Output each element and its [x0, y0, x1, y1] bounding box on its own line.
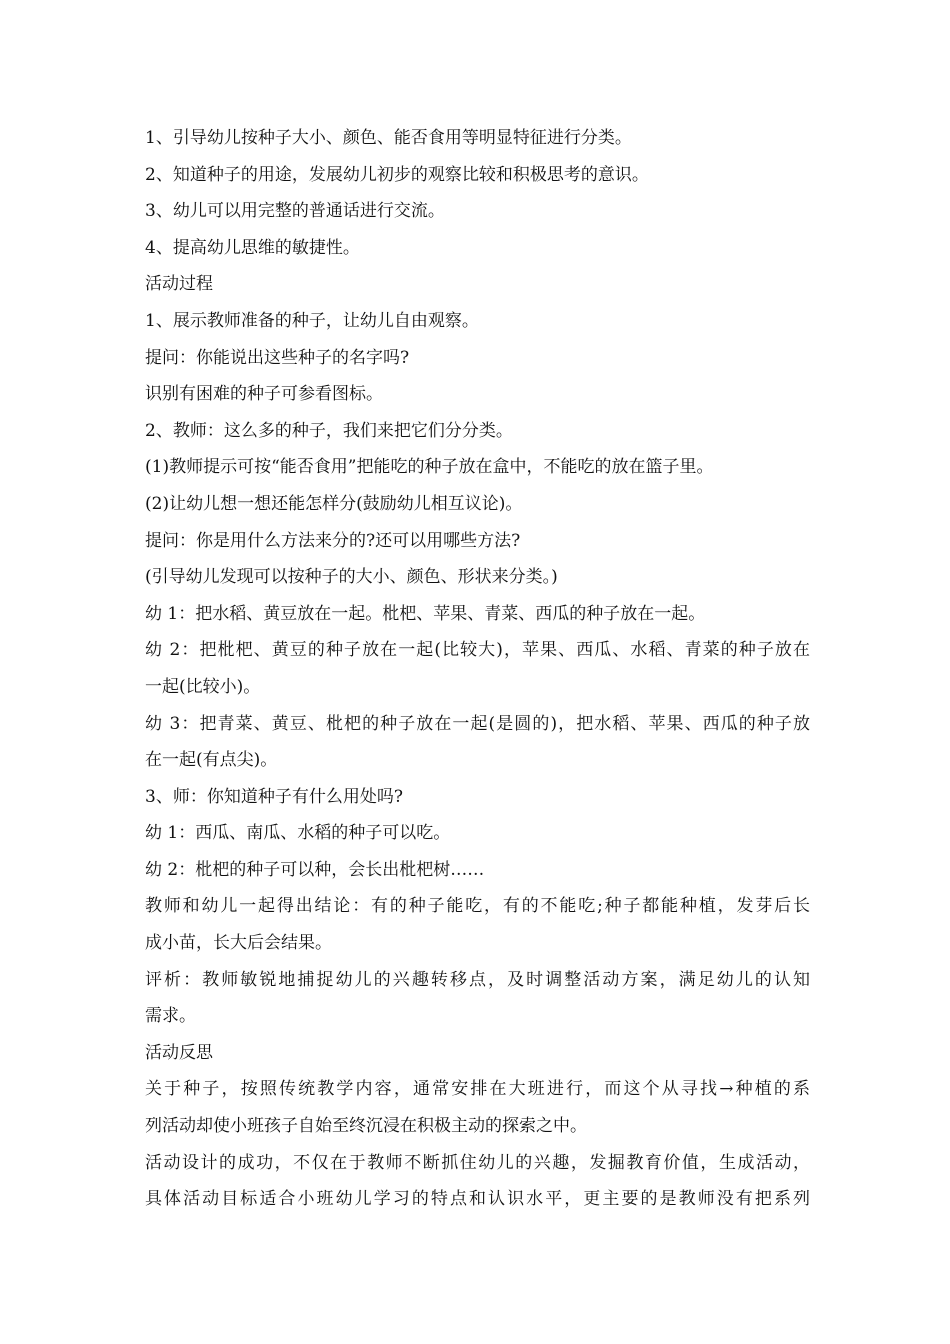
goal-line-4: 4、提高幼儿思维的敏捷性。 — [145, 237, 360, 258]
document-body — [145, 120, 810, 1218]
analysis-line-2: 需求。 — [145, 1006, 196, 1027]
process-step-1: 1、展示教师准备的种子，让幼儿自由观察。 — [145, 310, 479, 331]
goal-line-3: 3、幼儿可以用完整的普通话进行交流。 — [145, 201, 445, 222]
analysis-line-1: 评析：教师敏锐地捕捉幼儿的兴趣转移点，及时调整活动方案，满足幼儿的认知 — [145, 969, 810, 990]
process-step-3: 3、师：你知道种子有什么用处吗? — [145, 786, 403, 807]
child-answer-2-line-1: 幼 2：把枇杷、黄豆的种子放在一起(比较大)，苹果、西瓜、水稻、青菜的种子放在 — [145, 640, 810, 661]
goal-line-1: 1、引导幼儿按种子大小、颜色、能否食用等明显特征进行分类。 — [145, 128, 632, 148]
conclusion-line-2: 成小苗，长大后会结果。 — [145, 933, 332, 954]
process-substep-1: (1)教师提示可按“能否食用”把能吃的种子放在盒中，不能吃的放在篮子里。 — [145, 457, 714, 478]
child-answer-1: 幼 1：把水稻、黄豆放在一起。枇杷、苹果、青菜、西瓜的种子放在一起。 — [145, 603, 706, 624]
process-question-1: 提问：你能说出这些种子的名字吗? — [145, 347, 410, 368]
reflection-line-2: 列活动却使小班孩子自始至终沉浸在积极主动的探索之中。 — [145, 1116, 587, 1137]
section-heading-reflection: 活动反思 — [145, 1042, 213, 1063]
child-use-answer-1: 幼 1：西瓜、南瓜、水稻的种子可以吃。 — [145, 823, 451, 844]
conclusion-line-1: 教师和幼儿一起得出结论：有的种子能吃，有的不能吃;种子都能种植，发芽后长 — [145, 896, 810, 917]
child-answer-3-line-1: 幼 3：把青菜、黄豆、枇杷的种子放在一起(是圆的)，把水稻、苹果、西瓜的种子放 — [145, 713, 810, 734]
child-use-answer-2: 幼 2：枇杷的种子可以种，会长出枇杷树…… — [145, 859, 485, 880]
process-question-2: 提问：你是用什么方法来分的?还可以用哪些方法? — [145, 530, 521, 551]
process-note-1: 识别有困难的种子可参看图标。 — [145, 384, 383, 405]
reflection-line-4: 具体活动目标适合小班幼儿学习的特点和认识水平，更主要的是教师没有把系列 — [145, 1189, 810, 1210]
process-note-2: (引导幼儿发现可以按种子的大小、颜色、形状来分类。) — [145, 567, 558, 588]
goal-line-2: 2、知道种子的用途，发展幼儿初步的观察比较和积极思考的意识。 — [145, 164, 649, 185]
reflection-line-1: 关于种子，按照传统教学内容，通常安排在大班进行，而这个从寻找→种植的系 — [145, 1079, 810, 1100]
child-answer-3-line-2: 在一起(有点尖)。 — [145, 750, 278, 771]
section-heading-process: 活动过程 — [145, 274, 213, 295]
process-step-2: 2、教师：这么多的种子，我们来把它们分分类。 — [145, 420, 513, 441]
reflection-line-3: 活动设计的成功，不仅在于教师不断抓住幼儿的兴趣，发掘教育价值，生成活动， — [145, 1152, 810, 1173]
child-answer-2-line-2: 一起(比较小)。 — [145, 676, 261, 697]
process-substep-2: (2)让幼儿想一想还能怎样分(鼓励幼儿相互议论)。 — [145, 493, 523, 514]
